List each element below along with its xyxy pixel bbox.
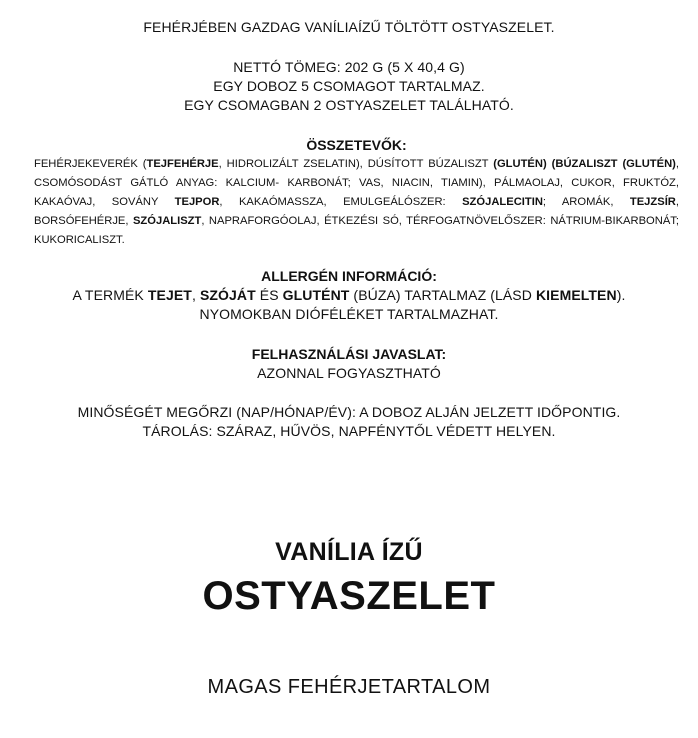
product-name-block [0,536,698,620]
ingredient-segment: , NAPRAFORGÓOLAJ, ÉTKEZÉSI SÓ, TÉRFOGATNÖVELŐSZER: NÁTRIUM-BIKARBONÁT; KUKORICALISZT. [34,215,679,246]
usage-text: AZONNAL FOGYASZTHATÓ [257,365,441,381]
product-headline: FEHÉRJÉBEN GAZDAG VANÍLIAÍZŰ TÖLTÖTT OSTYASZELET. [143,19,555,35]
allergen-highlight: TEJET [147,287,192,303]
ingredient-segment: , BORSÓFEHÉRJE, [34,196,679,227]
allergen-segment: ). [616,287,626,303]
ingredient-segment: , KAKAÓMASSZA, EMULGEÁLÓSZER: [219,196,463,208]
ingredient-segment: , CSOMÓSODÁST GÁTLÓ ANYAG: KALCIUM- KARBONÁT; VAS, NIACIN, TIAMIN), PÁLMAOLAJ, CUKOR, FRUKTÓZ, KAKAÓVAJ, SOVÁNY [34,158,679,208]
box-contents-line: EGY DOBOZ 5 CSOMAGOT TARTALMAZ. [213,78,485,94]
storage-section [0,403,698,441]
net-weight-line: NETTÓ TÖMEG: 202 G (5 X 40,4 G) [233,59,465,75]
allergen-segment: A TERMÉK [72,287,148,303]
product-name: OSTYASZELET [202,574,496,618]
ingredient-highlight: TEJFEHÉRJE [146,158,219,170]
ingredient-highlight: TEJPOR [174,196,220,208]
usage-title: FELHASZNÁLÁSI JAVASLAT: [251,346,447,362]
product-flavor: VANÍLIA ÍZŰ [275,538,423,566]
allergen-contains-line [0,286,698,305]
ingredient-highlight: SZÓJALECITIN [462,196,543,208]
ingredients-text [34,155,679,250]
allergen-highlight: GLUTÉNT [282,287,350,303]
ingredients-title: ÖSSZETEVŐK: [306,137,407,153]
storage-line: TÁROLÁS: SZÁRAZ, HŰVÖS, NAPFÉNYTŐL VÉDETT HELYEN. [142,423,556,439]
allergen-segment: , [191,287,200,303]
product-claim: MAGAS FEHÉRJETARTALOM [207,676,491,698]
allergen-segment: (BÚZA) TARTALMAZ (LÁSD [349,287,536,303]
allergen-title: ALLERGÉN INFORMÁCIÓ: [261,268,437,284]
ingredient-highlight: (GLUTÉN) (BÚZALISZT (GLUTÉN) [493,158,676,170]
pack-contents-line: EGY CSOMAGBAN 2 OSTYASZELET TALÁLHATÓ. [184,97,514,113]
ingredient-segment: FEHÉRJEKEVERÉK ( [34,158,147,170]
ingredient-highlight: SZÓJALISZT [132,215,202,227]
allergen-segment: ÉS [255,287,283,303]
ingredient-highlight: TEJZSÍR [629,196,676,208]
ingredients-section [34,136,679,250]
ingredient-segment: , HIDROLIZÁLT ZSELATIN), DÚSÍTOTT BÚZALISZT [218,158,494,170]
best-before-line: MINŐSÉGÉT MEGŐRZI (NAP/HÓNAP/ÉV): A DOBOZ ALJÁN JELZETT IDŐPONTIG. [77,404,621,420]
ingredient-segment: ; AROMÁK, [542,196,630,208]
allergen-traces-line: NYOMOKBAN DIÓFÉLÉKET TARTALMAZHAT. [199,306,499,322]
usage-section [0,345,698,383]
allergen-highlight: KIEMELTEN [535,287,617,303]
allergen-section [0,267,698,324]
allergen-highlight: SZÓJÁT [199,287,256,303]
weight-info [0,58,698,115]
